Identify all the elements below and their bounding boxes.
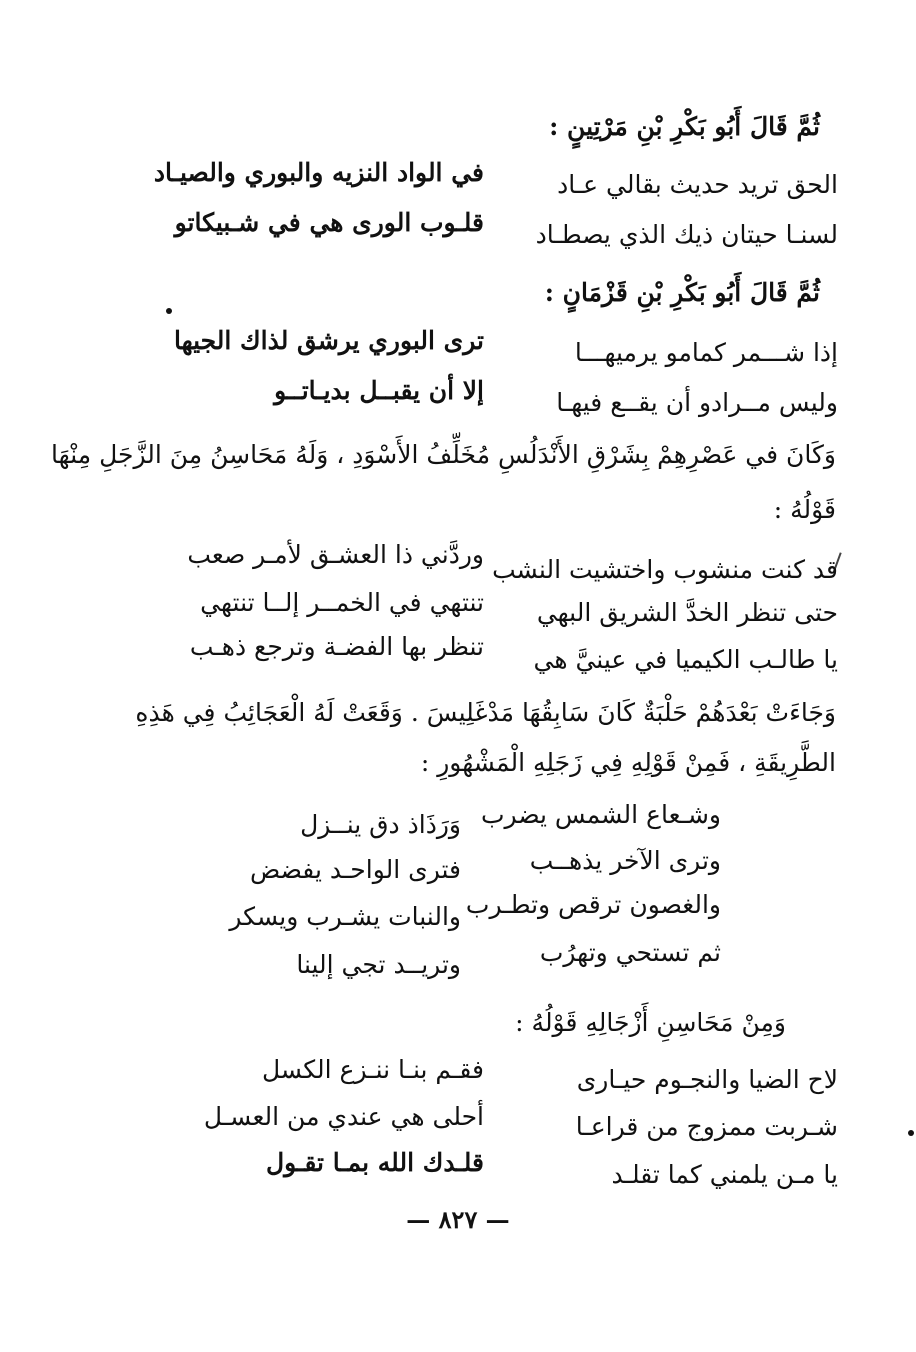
- verse-first-hemistich: لسنـا حيتان ذيك الذي يصطـاد: [535, 220, 838, 249]
- paragraph-line: قَوْلُهُ :: [773, 495, 836, 524]
- paragraph-line: الطَّرِيقَةِ ، فَمِنْ قَوْلِهِ فِي زَجَلِهِ الْمَشْهُورِ :: [420, 748, 836, 777]
- verse-first-hemistich: لاح الضيا والنجـوم حيـارى: [576, 1065, 838, 1094]
- ink-dot: [908, 1130, 914, 1136]
- verse-first-hemistich: يا مـن يلمني كما تقلـد: [611, 1160, 838, 1189]
- page-number: — ٨٢٧ —: [406, 1205, 510, 1234]
- verse-second-hemistich: ترى البوري يرشق لذاك الجيها: [173, 326, 484, 355]
- verse-second-hemistich: في الواد النزيه والبوري والصيـاد: [153, 158, 484, 187]
- verse-second-hemistich: ثم تستحي وتهرُب: [539, 938, 721, 967]
- verse-second-hemistich: فقـم بنـا ننـزع الكسل: [262, 1055, 484, 1084]
- paragraph-line: وَكَانَ في عَصْرِهِمْ بِشَرْقِ الأَنْدَلُسِ مُخَلِّفُ الأَسْوَدِ ، وَلَهُ مَحَاسِنُ مِنَ الزَّجَلِ مِنْهَا: [51, 440, 836, 469]
- verse-second-hemistich: وشـعاع الشمس يضرب: [481, 800, 721, 829]
- verse-first-hemistich: وتريــد تجي إلينا: [296, 950, 461, 979]
- verse-first-hemistich: وَرَذَاذ دق ينــزل: [300, 810, 461, 839]
- verse-second-hemistich: والغصون ترقص وتطـرب: [465, 890, 721, 919]
- verse-first-hemistich: قد كنت منشوب واختشيت النشب: [492, 555, 838, 584]
- verse-first-hemistich: والنبات يشـرب ويسكر: [229, 902, 461, 931]
- verse-second-hemistich: قلـدك الله بمـا تقـول: [266, 1148, 484, 1177]
- verse-first-hemistich: إذا شـــمر كمامو يرميهـــا: [574, 338, 838, 367]
- verse-second-hemistich: إلا أن يقبــل بديـاتــو: [274, 376, 484, 405]
- intro-mahasin: وَمِنْ مَحَاسِنِ أَزْجَالِهِ قَوْلُهُ :: [515, 1008, 786, 1037]
- verse-second-hemistich: تنظر بها الفضـة وترجع ذهـب: [189, 632, 484, 661]
- verse-first-hemistich: يا طالـب الكيميا في عينيَّ هي: [533, 645, 838, 674]
- verse-first-hemistich: فترى الواحـد يفضض: [250, 855, 461, 884]
- verse-second-hemistich: تنتهي في الخمــر إلــا تنتهي: [200, 588, 484, 617]
- verse-second-hemistich: أحلى هي عندي من العسـل: [203, 1102, 484, 1131]
- verse-second-hemistich: قلـوب الورى هي في شـبيكاتو: [174, 208, 484, 237]
- intro-ibn-martin: ثُمَّ قَالَ أَبُو بَكْرِ بْنِ مَرْتِينٍ :: [549, 112, 820, 141]
- verse-first-hemistich: الحق تريد حديث بقالي عـاد: [557, 170, 838, 199]
- paragraph-line: وَجَاءَتْ بَعْدَهُمْ حَلْبَةٌ كَانَ سَابِقُهَا مَدْغَلِيسَ . وَقَعَتْ لَهُ الْعَجَائِبُ فِي هَذِهِ: [135, 698, 836, 727]
- verse-second-hemistich: وردَّني ذا العشـق لأمـر صعب: [187, 540, 484, 569]
- verse-first-hemistich: وليس مــرادو أن يقــع فيهـا: [556, 388, 838, 417]
- verse-first-hemistich: حتى تنظر الخدَّ الشريق البهي: [536, 598, 838, 627]
- ink-dot: [166, 308, 172, 314]
- verse-first-hemistich: شـربت ممزوج من قراعـا: [575, 1112, 838, 1141]
- intro-ibn-quzman: ثُمَّ قَالَ أَبُو بَكْرِ بْنِ قَزْمَانٍ :: [544, 278, 820, 307]
- verse-second-hemistich: وترى الآخر يذهــب: [529, 846, 721, 875]
